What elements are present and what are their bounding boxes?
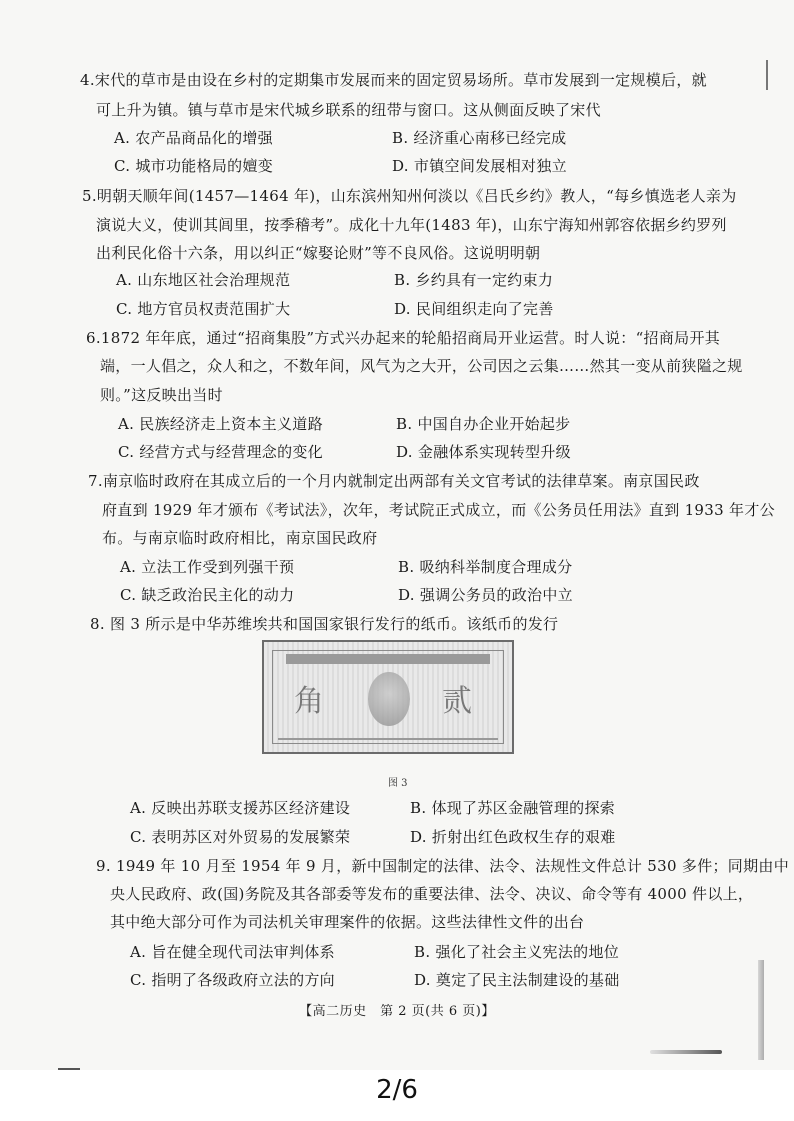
option-c: C. 缺乏政治民主化的动力: [120, 586, 295, 604]
question-text-line: 7.南京临时政府在其成立后的一个月内就制定出两部有关文官考试的法律草案。南京国民政: [88, 472, 700, 490]
question-text-line: 其中绝大部分可作为司法机关审理案件的依据。这些法律性文件的出台: [110, 913, 585, 931]
page-footer: 【高二历史 第 2 页(共 6 页)】: [299, 1004, 495, 1019]
question-text-line: 可上升为镇。镇与草市是宋代城乡联系的纽带与窗口。这从侧面反映了宋代: [96, 101, 601, 119]
question-text-line: 出利民化俗十六条，用以纠正“嫁娶论财”等不良风俗。这说明明朝: [96, 244, 541, 262]
option-d: D. 金融体系实现转型升级: [396, 443, 571, 461]
question-text-line: 布。与南京临时政府相比，南京国民政府: [102, 529, 378, 547]
option-b: B. 体现了苏区金融管理的探索: [410, 799, 616, 817]
question-text-line: 6.1872 年年底，通过“招商集股”方式兴办起来的轮船招商局开业运营。时人说：“招商局开其: [86, 329, 721, 347]
question-text-line: 府直到 1929 年才颁布《考试法》，次年，考试院正式成立，而《公务员任用法》直到 1933 年才公: [102, 501, 775, 519]
option-a: A. 山东地区社会治理规范: [116, 271, 291, 289]
question-text-line: 则。”这反映出当时: [100, 386, 223, 404]
option-c: C. 表明苏区对外贸易的发展繁荣: [130, 828, 351, 846]
banknote-character: 角: [294, 684, 324, 719]
option-b: B. 中国自办企业开始起步: [396, 415, 571, 433]
option-d: D. 奠定了民主法制建设的基础: [414, 971, 620, 989]
question-text-line: 9. 1949 年 10 月至 1954 年 9 月，新中国制定的法律、法令、法规性文件总计 530 多件；同期由中: [96, 857, 790, 875]
question-text-line: 5.明朝天顺年间(1457—1464 年)，山东滨州知州何淡以《吕氏乡约》教人，“每乡慎选老人亲为: [82, 187, 737, 205]
banknote-character: 贰: [442, 684, 472, 719]
option-a: A. 民族经济走上资本主义道路: [118, 415, 323, 433]
scan-artifact: [766, 60, 768, 90]
question-text-line: 演说大义，使训其闾里，按季稽考”。成化十九年(1483 年)，山东宁海知州郭容依据乡约罗列: [96, 216, 727, 234]
option-c: C. 城市功能格局的嬗变: [114, 157, 274, 175]
banknote-header-band: [286, 654, 490, 664]
scan-artifact: [650, 1050, 722, 1054]
question-text-line: 4.宋代的草市是由设在乡村的定期集市发展而来的固定贸易场所。草市发展到一定规模后，就: [80, 71, 707, 89]
option-b: B. 经济重心南移已经完成: [392, 129, 567, 147]
option-b: B. 吸纳科举制度合理成分: [398, 558, 573, 576]
option-d: D. 市镇空间发展相对独立: [392, 157, 567, 175]
banknote-bottom-line: [278, 738, 498, 740]
option-c: C. 地方官员权责范围扩大: [116, 300, 291, 318]
question-text-line: 端，一人倡之，众人和之，不数年间，风气为之大开，公司因之云集……然其一变从前狭隘之规: [100, 357, 743, 375]
option-a: A. 立法工作受到列强干预: [120, 558, 295, 576]
scan-artifact: [58, 1068, 80, 1070]
option-b: B. 强化了社会主义宪法的地位: [414, 943, 620, 961]
figure-caption: 图 3: [388, 778, 408, 789]
banknote-figure: [262, 640, 514, 754]
option-a: A. 旨在健全现代司法审判体系: [130, 943, 335, 961]
option-b: B. 乡约具有一定约束力: [394, 271, 554, 289]
option-a: A. 农产品商品化的增强: [114, 129, 273, 147]
page-indicator: 2/6: [376, 1075, 418, 1105]
option-d: D. 强调公务员的政治中立: [398, 586, 573, 604]
option-c: C. 指明了各级政府立法的方向: [130, 971, 335, 989]
option-c: C. 经营方式与经营理念的变化: [118, 443, 323, 461]
question-text-line: 8. 图 3 所示是中华苏维埃共和国国家银行发行的纸币。该纸币的发行: [90, 615, 559, 633]
option-d: D. 民间组织走向了完善: [394, 300, 554, 318]
banknote-portrait: [368, 672, 410, 726]
question-text-line: 央人民政府、政(国)务院及其各部委等发布的重要法律、法令、决议、命令等有 4000 件以上，: [110, 885, 754, 903]
option-d: D. 折射出红色政权生存的艰难: [410, 828, 616, 846]
option-a: A. 反映出苏联支援苏区经济建设: [130, 799, 351, 817]
